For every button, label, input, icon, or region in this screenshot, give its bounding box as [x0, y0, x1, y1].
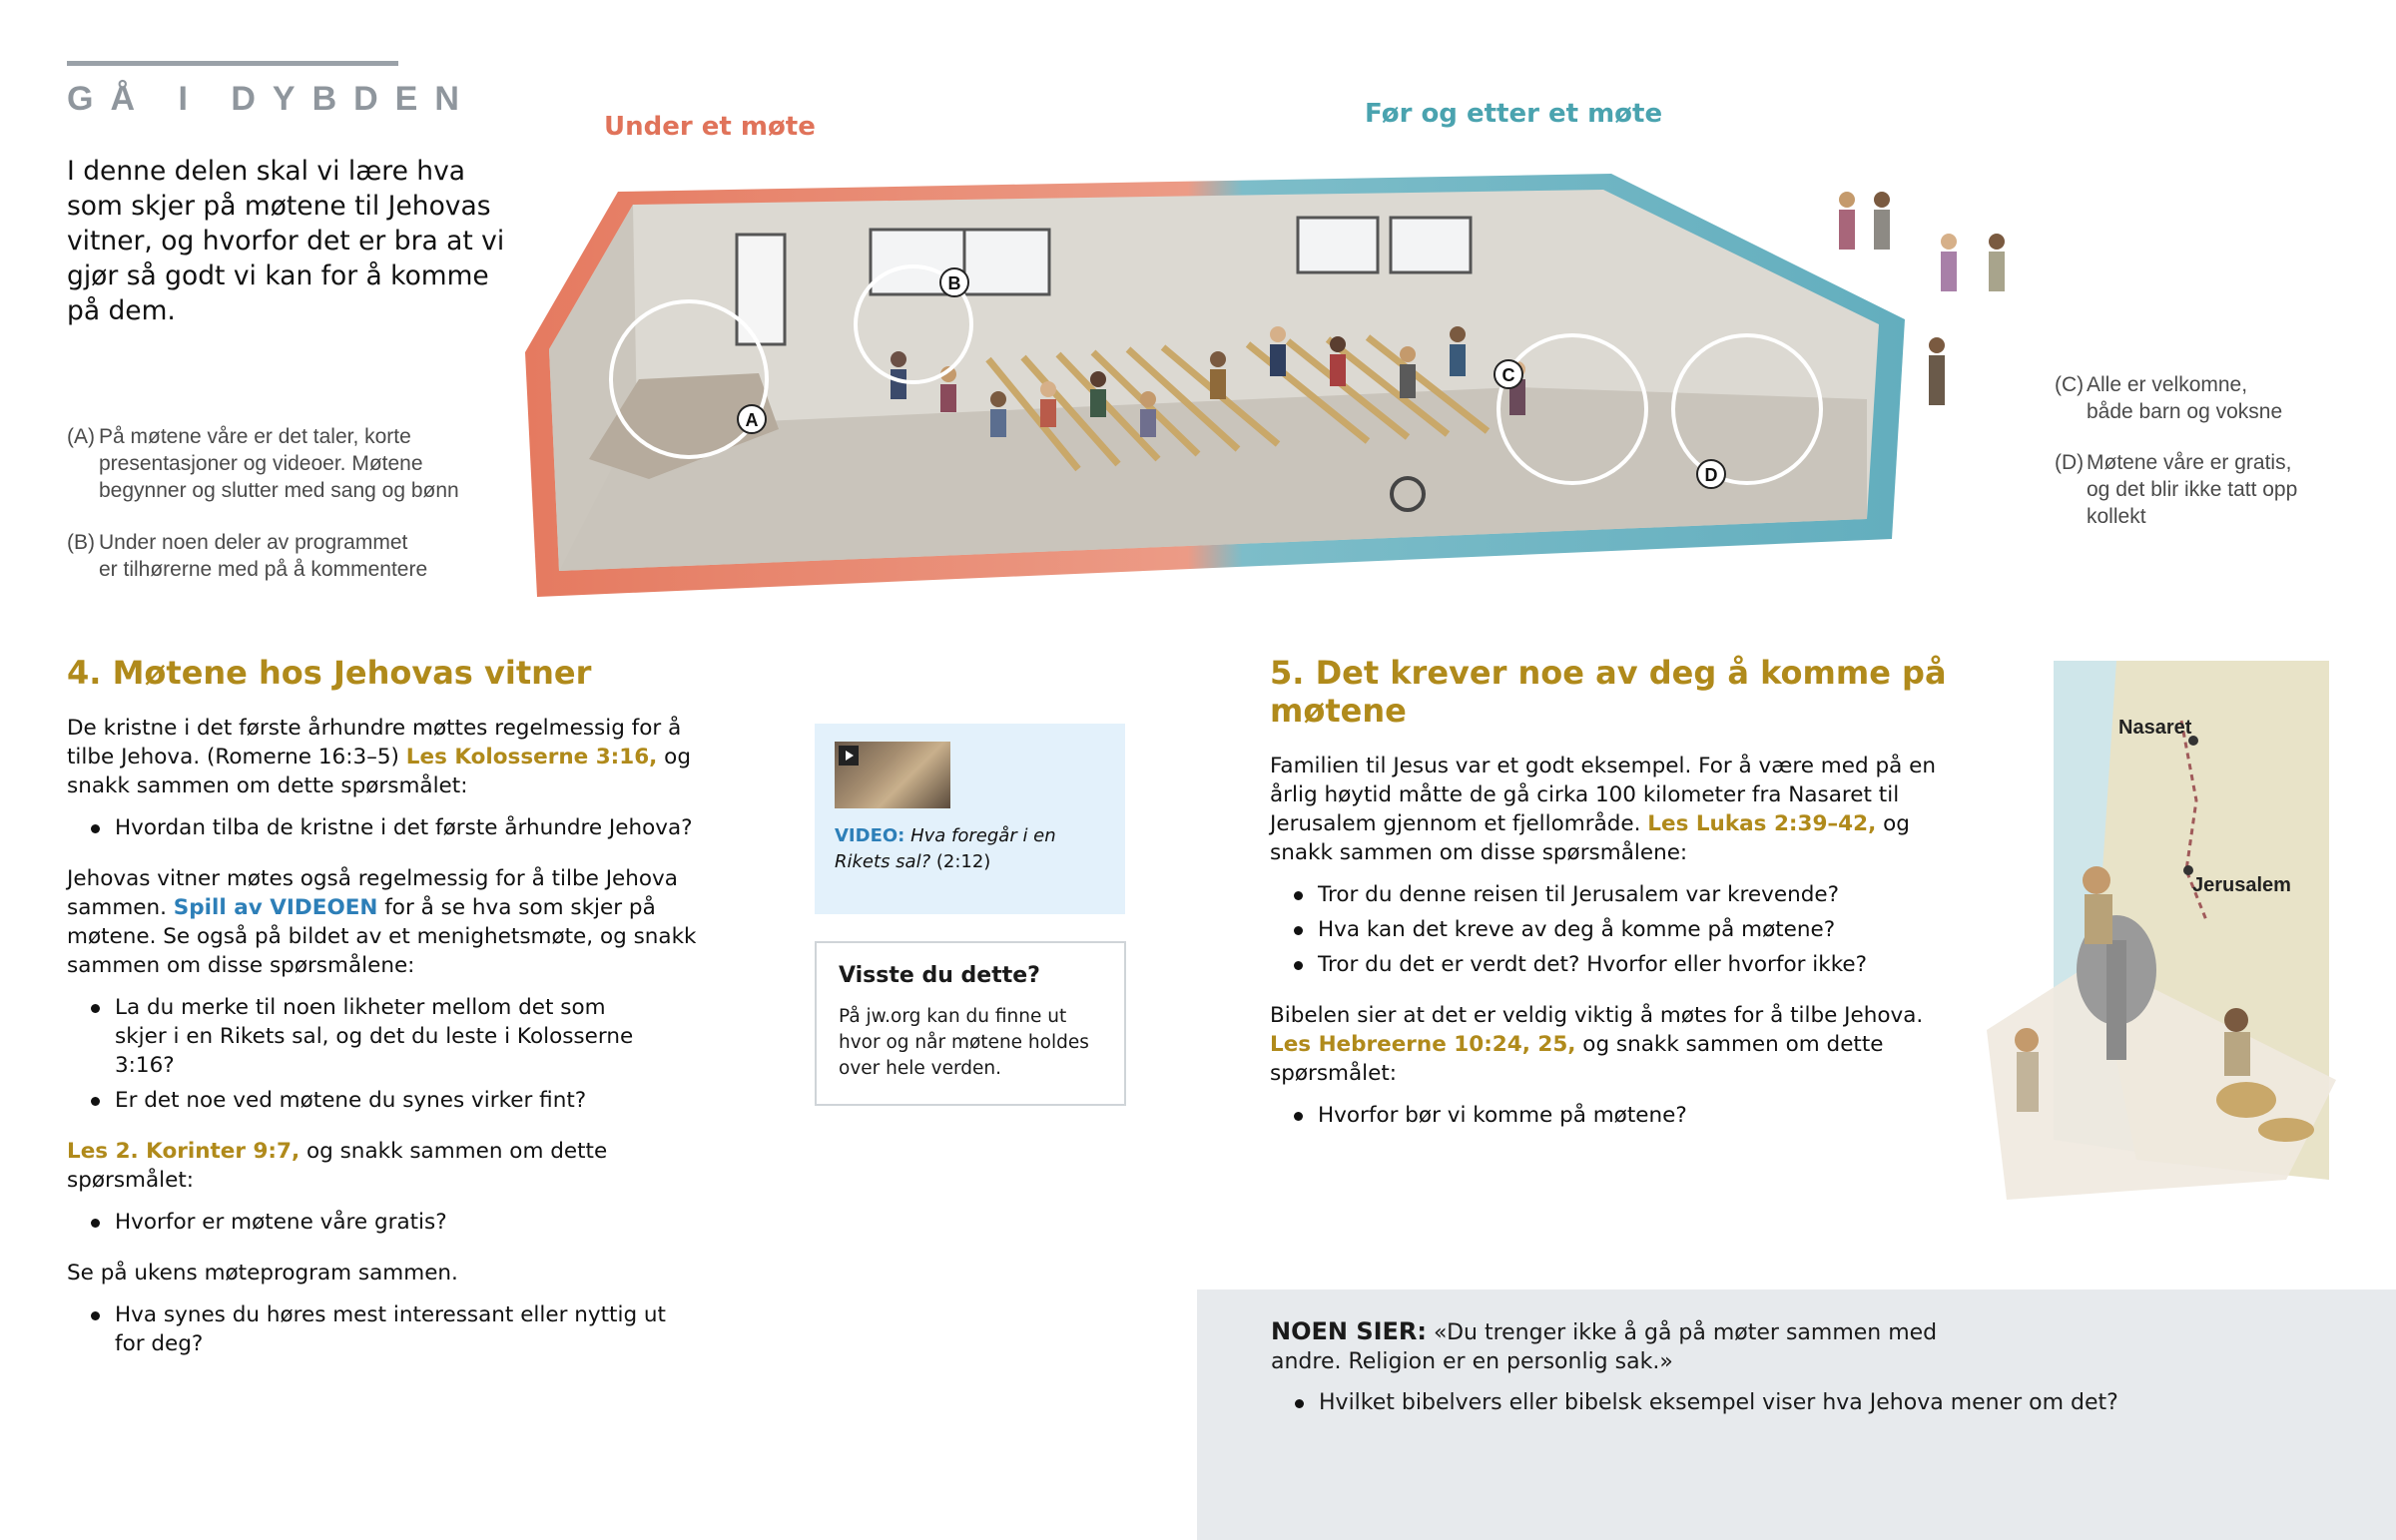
svg-text:B: B — [947, 273, 961, 293]
svg-text:C: C — [1501, 365, 1515, 385]
question-item: Hvorfor er møtene våre gratis? — [67, 1208, 706, 1237]
play-video-link[interactable]: Spill av VIDEOEN — [173, 895, 378, 920]
caption-c: (C) Alle er velkomne, både barn og voksne — [2055, 373, 2283, 423]
section-5-paragraph-2: Bibelen sier at det er veldig viktig å møtes for å tilbe Jehova. Les Hebreerne 10:24, 25, og snakk sammen om dette spørsmålet: — [1270, 1003, 1924, 1086]
caption-d: (D) Møtene våre er gratis, og det blir ikke tatt opp kollekt — [2055, 451, 2298, 528]
video-caption: VIDEO: Hva foregår i en Rikets sal? (2:12) — [835, 825, 1056, 872]
marker-c — [1495, 360, 1522, 388]
section-4-paragraph-4: Se på ukens møteprogram sammen. — [67, 1261, 458, 1285]
scripture-ref-luke[interactable]: Les Lukas 2:39–42, — [1647, 811, 1877, 836]
section-4-paragraph-2: Jehovas vitner møtes også regelmessig for å tilbe Jehova sammen. Spill av VIDEOEN for å se hva som skjer på møtene. Se også på bildet av et menighetsmøte, og snakk sammen om disse spørsmålene: — [67, 866, 697, 978]
question-item: Hvilket bibelvers eller bibelsk eksempel viser hva Jehova mener om det? — [1271, 1388, 2118, 1417]
did-you-know-title: Visste du dette? — [839, 963, 1040, 988]
did-you-know-text: På jw.org kan du finne ut hvor og når møtene holdes over hele verden. — [839, 1006, 1089, 1079]
marker-d — [1697, 460, 1725, 488]
question-item: Hvorfor bør vi komme på møtene? — [1270, 1101, 1959, 1130]
question-item: Hva kan det kreve av deg å komme på møtene? — [1270, 915, 1959, 944]
caption-a: (A) På møtene våre er det taler, korte presentasjoner og videoer. Møtene begynner og slutter med sang og bønn — [67, 425, 459, 502]
question-item: Hvordan tilba de kristne i det første århundre Jehova? — [67, 813, 706, 842]
section-4-title: 4. Møtene hos Jehovas vitner — [67, 654, 592, 692]
map-label-jerusalem: Jerusalem — [2192, 874, 2291, 896]
question-item: Tror du denne reisen til Jerusalem var krevende? — [1270, 880, 1959, 909]
scripture-ref-colossians[interactable]: Les Kolosserne 3:16, — [405, 745, 658, 770]
some-say-box — [1197, 1289, 2396, 1540]
question-item: Er det noe ved møtene du synes virker fint? — [67, 1086, 706, 1115]
section-4-paragraph-1: De kristne i det første århundre møttes regelmessig for å tilbe Jehova. (Romerne 16:3–5) Les Kolosserne 3:16, og snakk sammen om dette spørsmålet: — [67, 716, 691, 798]
section-4 — [67, 654, 706, 1380]
section-5-title: 5. Det krever noe av deg å komme på møtene — [1270, 654, 1947, 730]
section-4-paragraph-3: Les 2. Korinter 9:7, og snakk sammen om dette spørsmålet: — [67, 1139, 608, 1193]
video-box[interactable] — [815, 724, 1125, 914]
zone-label-during: Under et møte — [604, 112, 816, 142]
marker-a — [738, 405, 766, 433]
svg-text:A: A — [745, 410, 759, 430]
zone-label-before-after: Før og etter et møte — [1365, 99, 1663, 129]
video-thumbnail[interactable] — [835, 742, 950, 808]
question-item: La du merke til noen likheter mellom det som skjer i en Rikets sal, og det du leste i Kolosserne 3:16? — [67, 993, 706, 1080]
map-label-nasaret: Nasaret — [2118, 717, 2192, 739]
marker-b — [940, 268, 968, 296]
kingdom-hall-illustration — [519, 160, 2037, 609]
some-say-quote: NOEN SIER: «Du trenger ikke å gå på møter sammen med andre. Religion er en personlig sak.» — [1271, 1317, 1938, 1374]
section-5 — [1270, 654, 1989, 1152]
scripture-ref-corinthians[interactable]: Les 2. Korinter 9:7, — [67, 1139, 300, 1164]
did-you-know-box — [815, 941, 1126, 1106]
section-5-paragraph-1: Familien til Jesus var et godt eksempel. For å være med på en årlig høytid måtte de gå cirka 100 kilometer fra Nasaret til Jerusalem gjennom et fjellområde. Les Lukas 2:39–42, og snakk sammen om disse spørsmålene: — [1270, 754, 1936, 865]
journey-map-illustration — [1947, 661, 2366, 1230]
question-item: Hva synes du høres mest interessant eller nyttig ut for deg? — [67, 1300, 706, 1358]
svg-text:D: D — [1704, 465, 1718, 485]
caption-b: (B) Under noen deler av programmet er tilhørerne med på å kommentere — [67, 531, 428, 581]
play-icon[interactable] — [839, 746, 859, 766]
question-item: Tror du det er verdt det? Hvorfor eller hvorfor ikke? — [1270, 950, 1959, 979]
scripture-ref-hebrews[interactable]: Les Hebreerne 10:24, 25, — [1270, 1032, 1576, 1057]
eyebrow-heading: GÅ I DYBDEN — [67, 80, 476, 118]
eyebrow-rule — [67, 61, 398, 66]
intro-text: I denne delen skal vi lære hva som skjer på møtene til Jehovas vitner, og hvorfor det er bra at vi gjør så godt vi kan for å komme på dem. — [67, 156, 505, 326]
